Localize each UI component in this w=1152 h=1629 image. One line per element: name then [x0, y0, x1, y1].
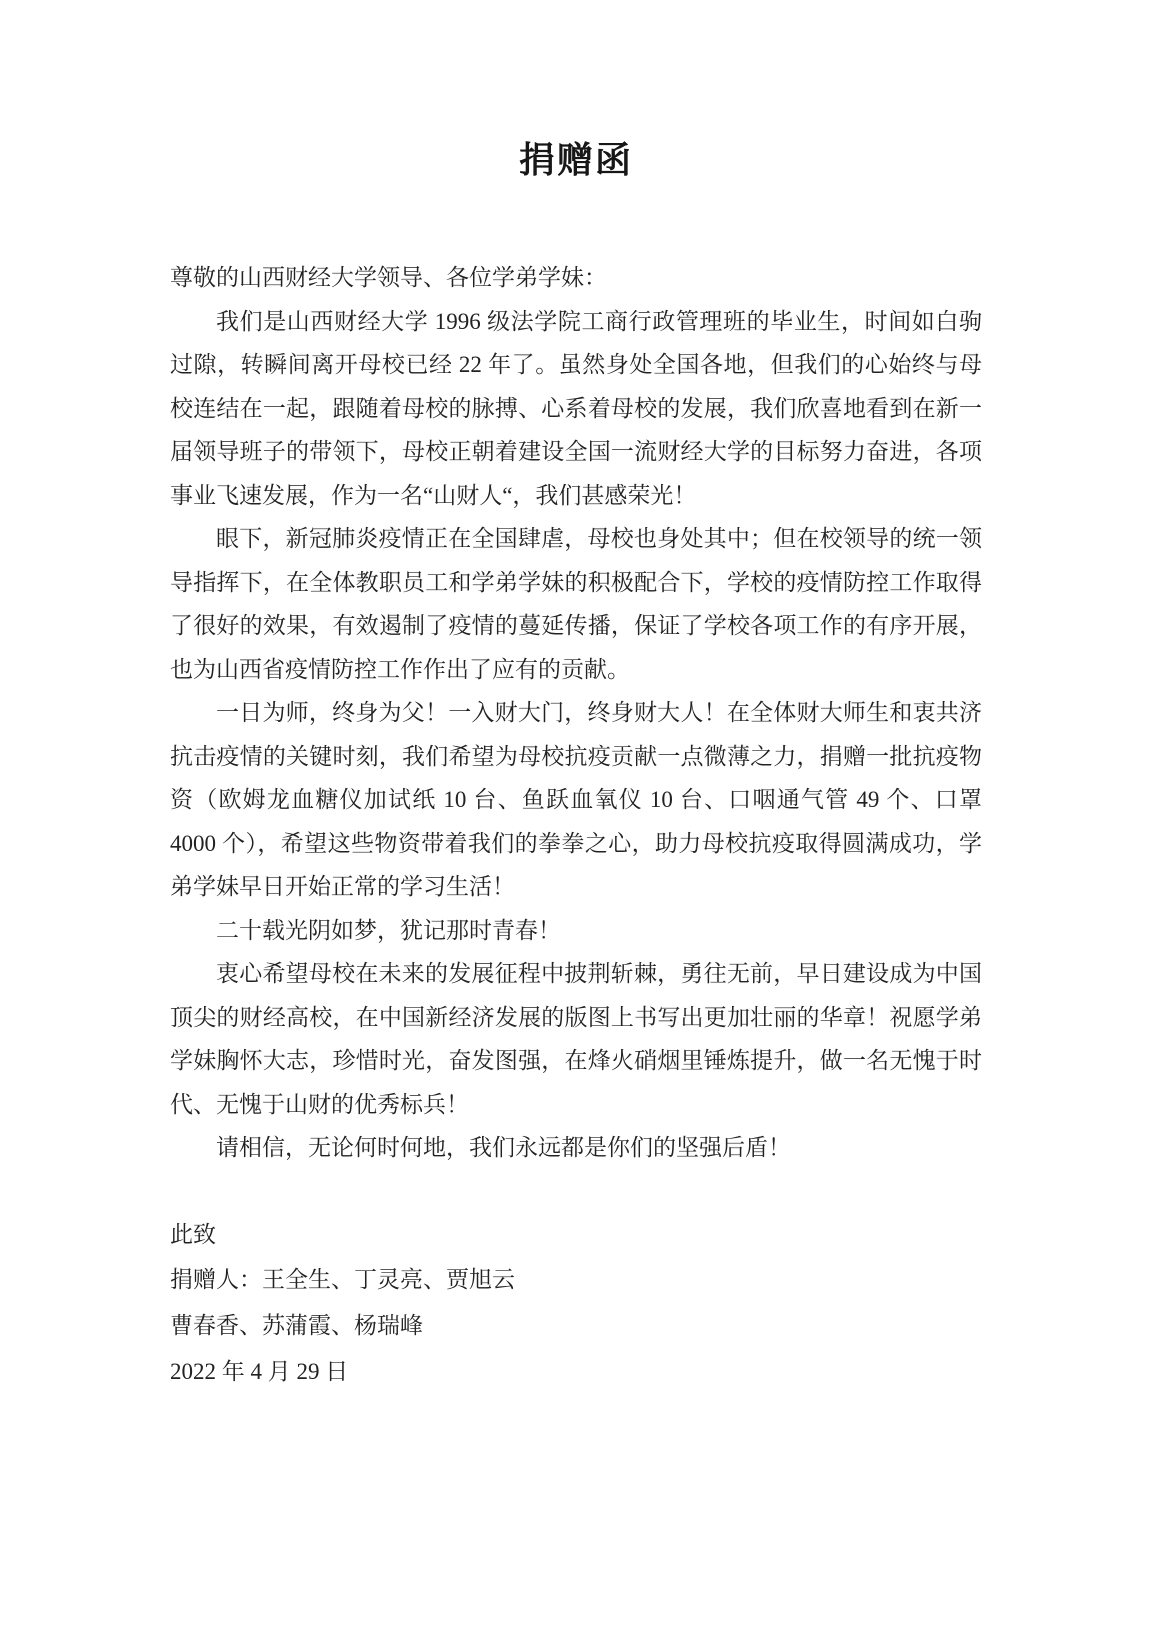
paragraph-memory: 二十载光阴如梦，犹记那时青春！ [216, 917, 561, 943]
signature-block [170, 1257, 982, 1395]
paragraph-wishes: 衷心希望母校在未来的发展征程中披荆斩棘，勇往无前，早日建设成为中国顶尖的财经高校，在中国新经济发展的版图上书写出更加壮丽的华章！祝愿学弟学妹胸怀大志，珍惜时光，奋发图强，在烽火硝烟里锤炼提升，做一名无愧于时代、无愧于山财的优秀标兵！ [170, 961, 982, 1117]
closing-salute: 此致 [170, 1222, 216, 1247]
signature-donors-line1: 捐赠人：王全生、丁灵亮、贾旭云 [170, 1266, 515, 1292]
letter-body [170, 256, 982, 1395]
salutation: 尊敬的山西财经大学领导、各位学弟学妹： [170, 265, 607, 290]
signature-donors-line2: 曹春香、苏蒲霞、杨瑞峰 [170, 1312, 423, 1338]
paragraph-pandemic-situation: 眼下，新冠肺炎疫情正在全国肆虐，母校也身处其中；但在校领导的统一领导指挥下，在全体教职员工和学弟学妹的积极配合下，学校的疫情防控工作取得了很好的效果，有效遏制了疫情的蔓延传播，保证了学校各项工作的有序开展，也为山西省疫情防控工作作出了应有的贡献。 [170, 526, 982, 682]
paragraph-intro: 我们是山西财经大学 1996 级法学院工商行政管理班的毕业生，时间如白驹过隙，转瞬间离开母校已经 22 年了。虽然身处全国各地，但我们的心始终与母校连结在一起，跟随着母校的脉搏、心系着母校的发展，我们欣喜地看到在新一届领导班子的带领下，母校正朝着建设全国一流财经大学的目标努力奋进，各项事业飞速发展，作为一名“山财人“，我们甚感荣光！ [170, 308, 982, 508]
signature-date: 2022 年 4 月 29 日 [170, 1358, 349, 1384]
paragraph-donation-items: 一日为师，终身为父！一入财大门，终身财大人！在全体财大师生和衷共济抗击疫情的关键时刻，我们希望为母校抗疫贡献一点微薄之力，捐赠一批抗疫物资（欧姆龙血糖仪加试纸 10 台、鱼跃血氧仪 10 台、口咽通气管 49 个、口罩 4000 个），希望这些物资带着我们的拳拳之心，助力母校抗疫取得圆满成功，学弟学妹早日开始正常的学习生活！ [170, 700, 982, 899]
letter-title: 捐赠函 [518, 139, 633, 180]
paragraph-support-pledge: 请相信，无论何时何地，我们永远都是你们的坚强后盾！ [216, 1135, 791, 1160]
